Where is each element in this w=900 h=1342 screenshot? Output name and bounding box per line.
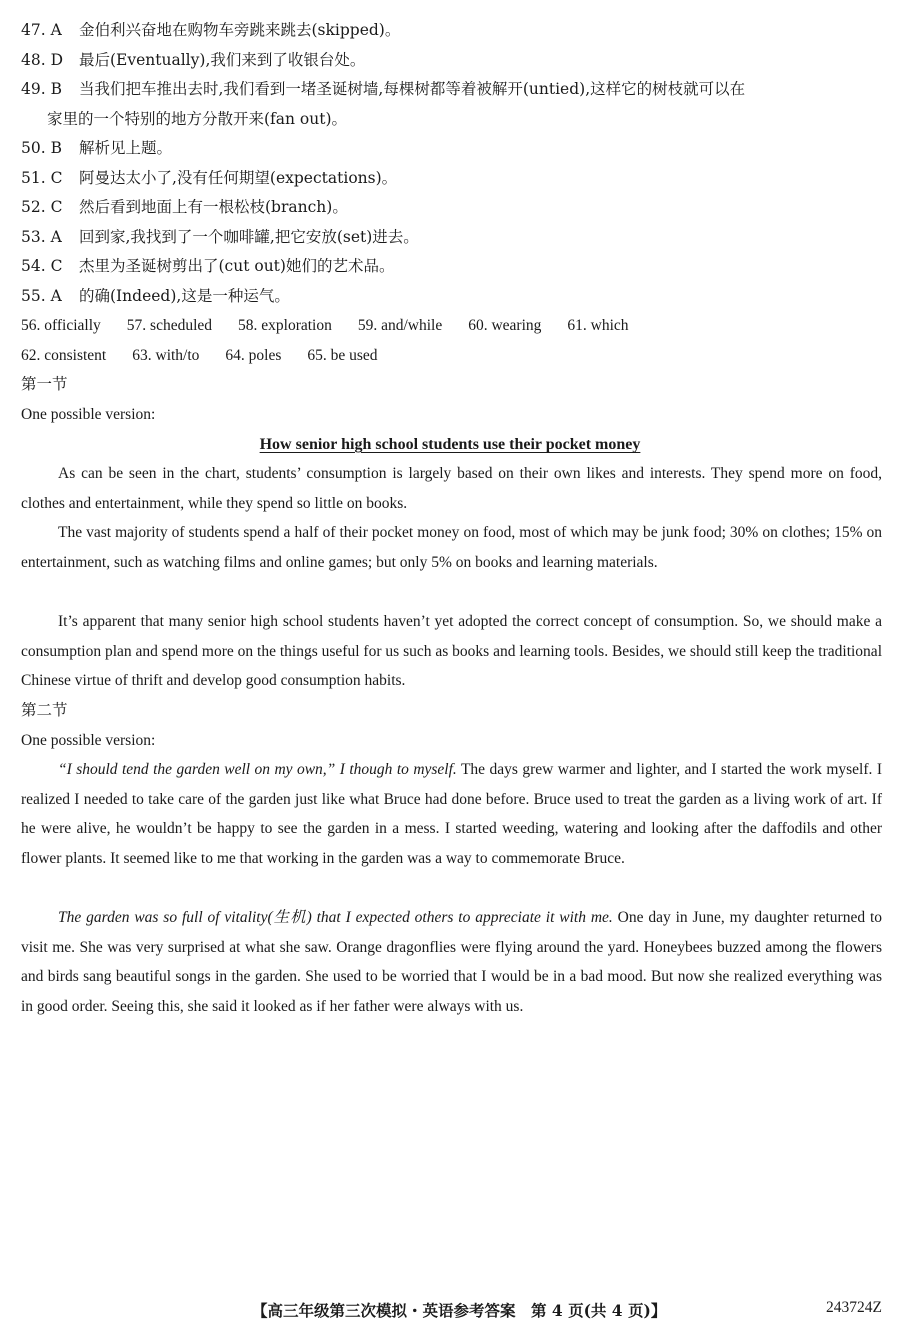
vocab-item: 59. and/while	[357, 317, 443, 334]
section-1-heading: 第一节	[21, 375, 68, 393]
essay-paragraph-3: It’s apparent that many senior high school students haven’t yet adopted the correct concept of consumption. So, we should make a consumption plan and spend more on the things useful for us such as books and learning tools. Besides, we should still keep the traditional Chinese virtue of thrift and develop good consumption habits.	[21, 613, 882, 690]
answer-49: 49. B 当我们把车推出去时,我们看到一堵圣诞树墙,每棵树都等着被解开(untied),这样它的树枝就可以在	[21, 80, 746, 98]
story-second-opening-sentence: The garden was so full of vitality(生机) that I expected others to appreciate it with me.	[58, 909, 613, 926]
answer-53: 53. A 回到家,我找到了一个咖啡罐,把它安放(set)进去。	[21, 228, 419, 246]
story-paragraph-2: The garden was so full of vitality(生机) that I expected others to appreciate it with me. One day in June, my daughter returned to visit me. She was very surprised at what she saw. Orange dragonflies were flying around the yard. Honeybees buzzed among the flowers and birds sang beautiful songs in the garden. She used to be worried that I would be in a bad mood. But now she realized everything was in good order. Seeing this, she said it looked as if her father were always with us.	[21, 909, 882, 1015]
section-2-heading: 第二节	[21, 701, 68, 719]
section-2-intro: One possible version:	[21, 732, 156, 749]
essay-title: How senior high school students use their pocket money	[259, 436, 641, 453]
answer-54: 54. C 杰里为圣诞树剪出了(cut out)她们的艺术品。	[21, 257, 395, 275]
vocab-item: 65. be used	[307, 347, 378, 364]
vocab-row-1	[21, 311, 882, 341]
answer-47: 47. A 金伯利兴奋地在购物车旁跳来跳去(skipped)。	[21, 21, 401, 39]
footer-page-label: 【高三年级第三次模拟・英语参考答案 第 4 页(共 4 页)】	[252, 1301, 667, 1320]
story-opening-sentence: “I should tend the garden well on my own,” I though to myself.	[58, 761, 457, 778]
vocab-item: 60. wearing	[468, 317, 542, 334]
essay-paragraph-1: As can be seen in the chart, students’ consumption is largely based on their own likes and interests. They spend more on food, clothes and entertainment, while they spend so little on books.	[21, 465, 882, 512]
vocab-row-2	[21, 341, 882, 371]
footer-code: 243724Z	[826, 1299, 882, 1316]
answer-52: 52. C 然后看到地面上有一根松枝(branch)。	[21, 198, 348, 216]
answer-55: 55. A 的确(Indeed),这是一种运气。	[21, 287, 290, 305]
answer-48: 48. D 最后(Eventually),我们来到了收银台处。	[21, 51, 366, 69]
section-1-intro: One possible version:	[21, 406, 156, 423]
story-paragraph-1: “I should tend the garden well on my own,” I though to myself. The days grew warmer and lighter, and I started the work myself. I realized I needed to take care of the garden just like what Bruce had done before. Bruce used to treat the garden as a living work of art. If he were alive, he wouldn’t be happy to see the garden in a mess. I started weeding, watering and looking after the daffodils and other flower plants. It seemed like to me that working in the garden was a way to commemorate Bruce.	[21, 761, 882, 867]
vocab-item: 64. poles	[225, 347, 282, 364]
vocab-item: 56. officially	[21, 317, 101, 334]
answer-50: 50. B 解析见上题。	[21, 139, 173, 157]
vocab-item: 62. consistent	[21, 347, 107, 364]
vocab-item: 63. with/to	[132, 347, 200, 364]
vocab-item: 58. exploration	[238, 317, 332, 334]
answer-49-continued: 家里的一个特别的地方分散开来(fan out)。	[47, 110, 348, 128]
answer-51: 51. C 阿曼达太小了,没有任何期望(expectations)。	[21, 169, 398, 187]
vocab-item: 57. scheduled	[126, 317, 213, 334]
essay-paragraph-2: The vast majority of students spend a half of their pocket money on food, most of which may be junk food; 30% on clothes; 15% on entertainment, such as watching films and online games; but only 5% on books and learning materials.	[21, 524, 882, 571]
vocab-item: 61. which	[567, 317, 629, 334]
